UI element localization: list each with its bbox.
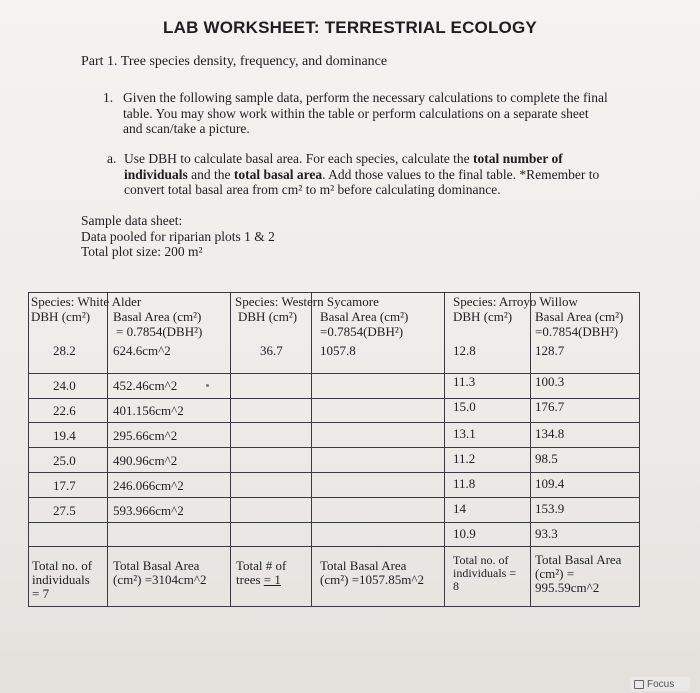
alder-ba-cell: 624.6cm^2 xyxy=(113,343,171,358)
sycamore-basal-header: Basal Area (cm²) xyxy=(320,309,409,324)
alder-ba-cell: 452.46cm^2 xyxy=(113,378,178,393)
willow-ba-cell: 153.9 xyxy=(535,501,565,516)
table-rule xyxy=(28,422,640,423)
table-border xyxy=(28,292,29,607)
alder-dbh-cell: 17.7 xyxy=(53,478,76,493)
willow-basal-formula: =0.7854(DBH²) xyxy=(535,324,619,339)
willow-dbh-cell: 13.1 xyxy=(453,426,476,441)
alder-ba-cell: 593.966cm^2 xyxy=(113,503,184,518)
sample-line: Total plot size: 200 m² xyxy=(81,244,203,259)
sycamore-dbh-header: DBH (cm²) xyxy=(238,309,298,324)
focus-button[interactable] xyxy=(630,677,690,691)
alder-dbh-cell: 25.0 xyxy=(53,453,76,468)
willow-species-name: Species: Arroyo Willow xyxy=(453,294,578,309)
willow-ba-cell: 93.3 xyxy=(535,526,558,541)
focus-icon xyxy=(634,680,644,689)
alder-dbh-cell: 22.6 xyxy=(53,403,76,418)
question-a-line-3: convert total basal area from cm² to m² before calculating dominance. xyxy=(124,182,501,197)
willow-ba-cell: 128.7 xyxy=(535,343,565,358)
willow-total-individuals: Total no. of individuals = 8 xyxy=(453,553,517,593)
question-1-line: and scan/take a picture. xyxy=(123,121,250,136)
willow-dbh-cell: 15.0 xyxy=(453,399,476,414)
sycamore-total-basal-area: Total Basal Area (cm²) =1057.85m^2 xyxy=(320,558,424,587)
alder-dbh-header: DBH (cm²) xyxy=(31,309,91,324)
alder-total-individuals: Total no. of individuals = 7 xyxy=(32,558,93,601)
willow-ba-cell: 134.8 xyxy=(535,426,565,441)
table-rule xyxy=(28,447,640,448)
stray-mark xyxy=(206,384,209,387)
alder-dbh-cell: 27.5 xyxy=(53,503,76,518)
alder-dbh-cell: 28.2 xyxy=(53,343,76,358)
alder-basal-header: Basal Area (cm²) xyxy=(113,309,202,324)
willow-dbh-cell: 11.2 xyxy=(453,451,476,466)
alder-basal-formula: = 0.7854(DBH²) xyxy=(116,324,203,339)
table-rule xyxy=(28,522,640,523)
sycamore-species-name: Species: Western Sycamore xyxy=(235,294,379,309)
question-a-line-1: Use DBH to calculate basal area. For each species, calculate the total number of xyxy=(124,151,563,166)
willow-dbh-cell: 12.8 xyxy=(453,343,476,358)
alder-total-basal-area: Total Basal Area (cm²) =3104cm^2 xyxy=(113,558,207,587)
page-title: LAB WORKSHEET: TERRESTRIAL ECOLOGY xyxy=(163,18,537,37)
willow-dbh-header: DBH (cm²) xyxy=(453,309,513,324)
alder-dbh-cell: 24.0 xyxy=(53,378,76,393)
willow-ba-cell: 98.5 xyxy=(535,451,558,466)
alder-ba-cell: 490.96cm^2 xyxy=(113,453,178,468)
sycamore-dbh-cell: 36.7 xyxy=(260,343,283,358)
table-border xyxy=(639,292,640,607)
alder-dbh-cell: 19.4 xyxy=(53,428,76,443)
willow-basal-header: Basal Area (cm²) xyxy=(535,309,624,324)
table-rule xyxy=(444,292,445,607)
part-1-heading: Part 1. Tree species density, frequency, and dominance xyxy=(81,54,388,69)
table-rule xyxy=(230,292,231,607)
question-1-text xyxy=(123,90,608,137)
sample-info xyxy=(81,213,275,260)
alder-ba-cell: 295.66cm^2 xyxy=(113,428,178,443)
question-1-number: 1. xyxy=(103,90,114,105)
table-rule xyxy=(28,546,640,547)
table-rule xyxy=(107,292,108,607)
question-1 xyxy=(103,90,623,137)
willow-total-basal-area: Total Basal Area (cm²) = 995.59cm^2 xyxy=(535,552,622,595)
question-a xyxy=(107,151,627,198)
sample-line: Sample data sheet: xyxy=(81,213,183,228)
focus-label: Focus xyxy=(647,678,675,690)
table-rule xyxy=(530,292,531,607)
sample-line: Data pooled for riparian plots 1 & 2 xyxy=(81,228,275,244)
question-1-line: table. You may show work within the table or perform calculations on a separate sheet xyxy=(123,105,589,121)
willow-ba-cell: 109.4 xyxy=(535,476,565,491)
table-border xyxy=(28,606,640,607)
sycamore-ba-cell: 1057.8 xyxy=(320,343,356,358)
willow-ba-cell: 176.7 xyxy=(535,399,565,414)
table-rule xyxy=(311,292,312,607)
willow-dbh-cell: 11.3 xyxy=(453,374,476,389)
table-rule xyxy=(28,472,640,473)
willow-ba-cell: 100.3 xyxy=(535,374,565,389)
sample-data-table xyxy=(28,292,640,607)
willow-dbh-cell: 11.8 xyxy=(453,476,476,491)
alder-ba-cell: 246.066cm^2 xyxy=(113,478,184,493)
sycamore-basal-formula: =0.7854(DBH²) xyxy=(320,324,404,339)
table-border xyxy=(28,292,640,293)
question-1-line: Given the following sample data, perform the necessary calculations to complete the final xyxy=(123,90,608,105)
question-a-letter: a. xyxy=(107,151,117,166)
table-rule xyxy=(28,497,640,498)
alder-species-name: Species: White Alder xyxy=(31,294,142,309)
willow-dbh-cell: 14 xyxy=(453,501,466,516)
willow-dbh-cell: 10.9 xyxy=(453,526,476,541)
alder-ba-cell: 401.156cm^2 xyxy=(113,403,184,418)
question-a-line-2: individuals and the total basal area. Add those values to the final table. *Remember to xyxy=(124,166,600,182)
sycamore-total-trees: Total # of trees = 1 xyxy=(236,558,287,587)
question-a-text xyxy=(124,151,599,198)
